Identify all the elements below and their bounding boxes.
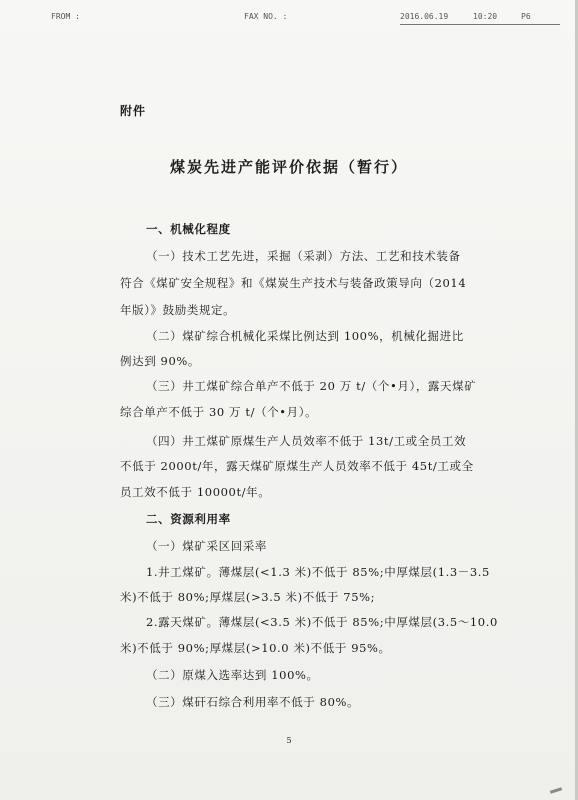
section-heading-mechanization: 一、机械化程度 [146,222,231,236]
fax-date: 2016.06.19 [400,12,449,21]
body-line: 员工效不低于 10000t/年。 [120,485,271,499]
document-title: 煤炭先进产能评价依据（暂行） [169,158,408,176]
body-line: （三）煤矸石综合利用率不低于 80%。 [146,695,360,709]
fax-number-label: FAX NO. : [244,12,288,21]
body-line: 例达到 90%。 [120,354,201,368]
body-line: 1.井工煤矿。薄煤层(<1.3 米)不低于 85%;中厚煤层(1.3－3.5 [146,565,490,579]
fax-page-code: P6 [521,12,531,21]
fax-header-underline [400,24,560,25]
body-line: 年版）》鼓励类规定。 [120,303,236,317]
body-line: （一）技术工艺先进，采掘（采剥）方法、工艺和技术装备 [146,249,461,263]
body-line: 米)不低于 80%;厚煤层(>3.5 米)不低于 75%; [120,590,376,604]
body-line: 综合单产不低于 30 万 t/（个•月）。 [120,405,318,419]
body-line: 符合《煤矿安全规程》和《煤炭生产技术与装备政策导向（2014 [120,276,467,290]
body-line: （一）煤矿采区回采率 [146,539,267,553]
body-line: 2.露天煤矿。薄煤层(<3.5 米)不低于 85%;中厚煤层(3.5～10.0 [146,615,498,629]
fax-from-label: FROM : [51,12,80,21]
attachment-label: 附件 [120,104,147,118]
body-line: （四）井工煤矿原煤生产人员效率不低于 13t/工或全员工效 [146,434,467,448]
body-line: 米)不低于 90%;厚煤层(>10.0 米)不低于 95%。 [120,641,391,655]
body-line: （二）原煤入选率达到 100%。 [146,668,319,682]
page-number: 5 [286,736,292,745]
section-heading-resource-utilization: 二、资源利用率 [146,512,231,526]
body-line: （二）煤矿综合机械化采煤比例达到 100%，机械化掘进比 [146,329,464,343]
scan-mark [550,787,562,794]
body-line: 不低于 2000t/年，露天煤矿原煤生产人员效率不低于 45t/工或全 [120,459,474,473]
body-line: （三）井工煤矿综合单产不低于 20 万 t/（个•月），露天煤矿 [146,379,477,393]
fax-time: 10:20 [473,12,498,21]
